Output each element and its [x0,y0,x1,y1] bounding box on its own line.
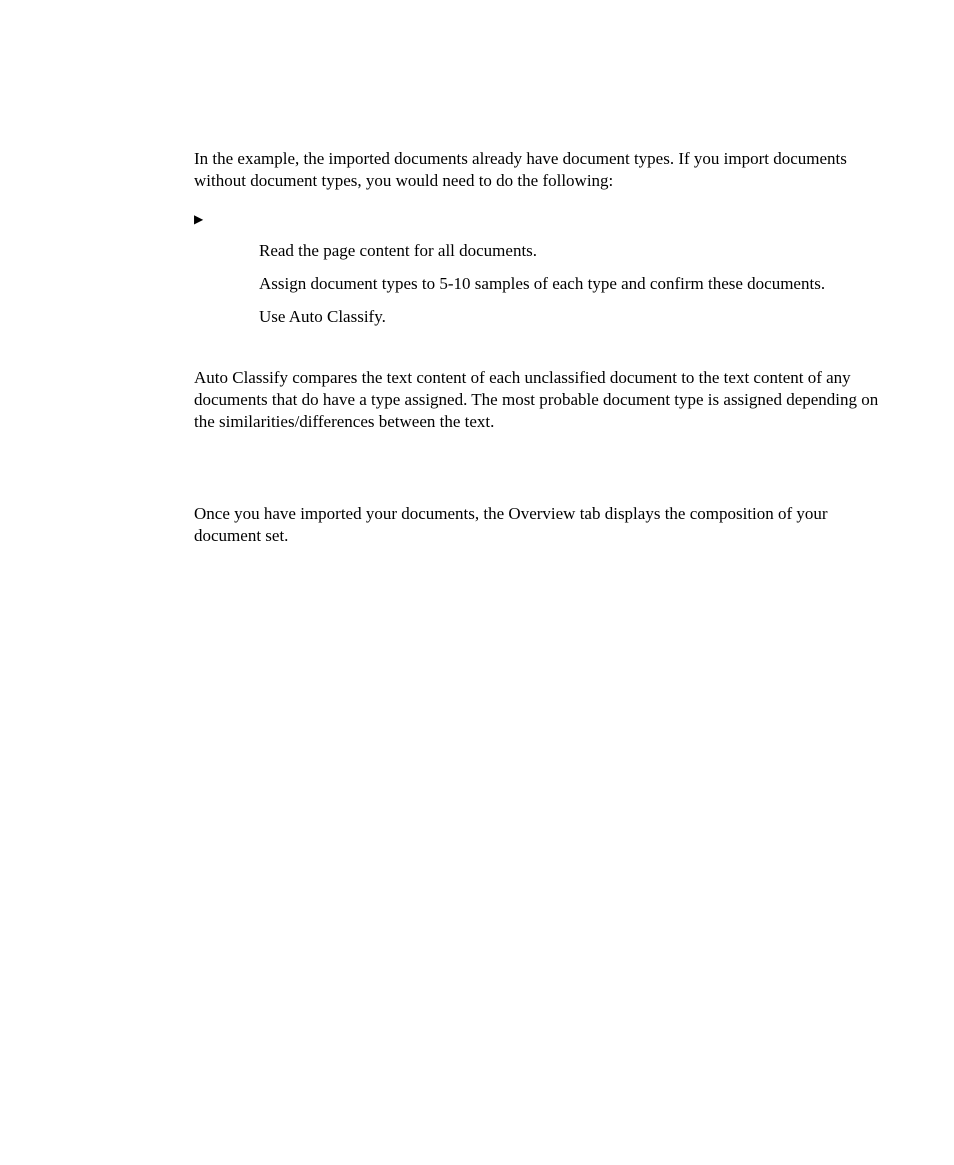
auto-classify-paragraph: Auto Classify compares the text content of each unclassified document to the text content of any documents that do have a type assigned. The most probable document type is assigned depending on the similarities/differences between the text. [194,368,879,431]
procedure-arrow-icon: ▶ [194,212,204,226]
procedure-step: Use Auto Classify. [259,307,386,326]
procedure-step: Read the page content for all documents. [259,241,538,260]
overview-paragraph: Once you have imported your documents, the Overview tab displays the composition of your document set. [194,504,828,545]
procedure-steps [259,240,879,339]
intro-paragraph: In the example, the imported documents already have document types. If you import documents without document types, you would need to do the following: [194,149,847,190]
procedure-step: Assign document types to 5-10 samples of each type and confirm these documents. [259,274,826,293]
